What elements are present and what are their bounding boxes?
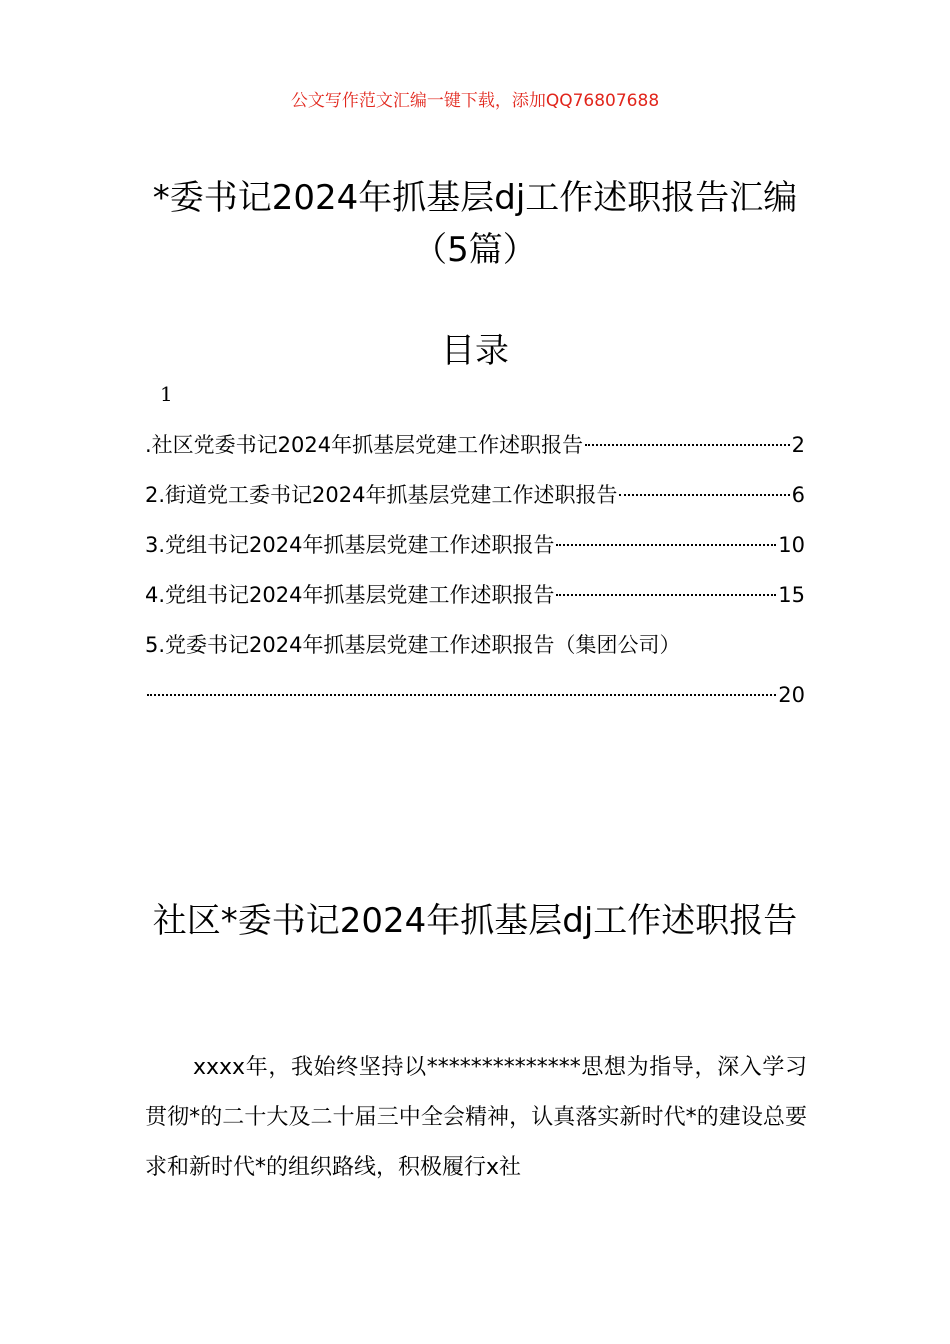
toc-leader-dots — [556, 544, 776, 546]
toc-entry-page: 2 — [791, 433, 805, 457]
section-title: 社区*委书记2024年抓基层dj工作述职报告 — [152, 901, 798, 941]
toc-leader-dots — [585, 444, 790, 446]
toc-entry-page: 6 — [791, 483, 805, 507]
toc-entry[interactable] — [145, 420, 805, 470]
toc-entry-title: 4.党组书记2024年抓基层党建工作述职报告 — [145, 583, 555, 607]
toc-entry-continuation[interactable] — [145, 670, 805, 720]
toc-entry-page: 15 — [778, 583, 805, 607]
toc-entry[interactable] — [145, 520, 805, 570]
document-title: *委书记2024年抓基层dj工作述职报告汇编（5篇） — [152, 178, 798, 270]
toc-entry-title: 2.街道党工委书记2024年抓基层党建工作述职报告 — [145, 483, 618, 507]
toc-leader-dots — [619, 494, 789, 496]
download-banner: 公文写作范文汇编一键下载，添加QQ76807688 — [290, 91, 660, 111]
table-of-contents — [145, 420, 805, 720]
toc-entry-page: 10 — [778, 533, 805, 557]
toc-entry-title: 3.党组书记2024年抓基层党建工作述职报告 — [145, 533, 555, 557]
toc-leader-dots — [147, 694, 776, 696]
toc-heading: 目录 — [441, 331, 509, 371]
toc-entry[interactable] — [145, 570, 805, 620]
toc-entry-title: 5.党委书记2024年抓基层党建工作述职报告（集团公司） — [145, 633, 681, 657]
body-paragraph: xxxx年，我始终坚持以**************思想为指导，深入学习贯彻*的二十大及二十届三中全会精神，认真落实新时代*的建设总要求和新时代*的组织路线，积极履行x社 — [145, 1055, 807, 1180]
toc-entry-title: .社区党委书记2024年抓基层党建工作述职报告 — [145, 433, 584, 457]
toc-number-line: 1 — [160, 382, 173, 406]
toc-entry[interactable] — [145, 470, 805, 520]
toc-entry[interactable] — [145, 620, 805, 670]
toc-entry-page: 20 — [778, 683, 805, 707]
toc-leader-dots — [556, 594, 776, 596]
